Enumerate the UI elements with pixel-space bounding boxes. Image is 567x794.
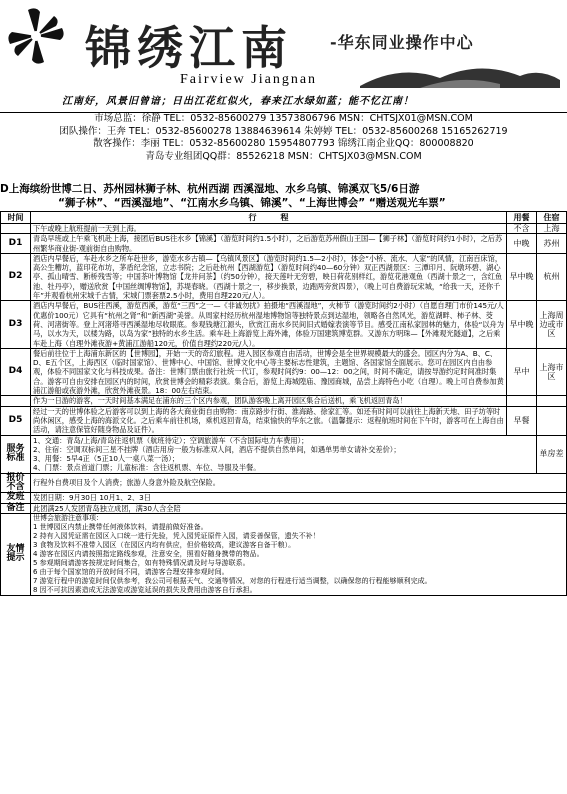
day-meals: 中晚: [507, 234, 537, 254]
brand-title: 锦绣江南: [85, 21, 293, 75]
service-line: 4、门票：景点首道门票；儿童标准：含往返机票、车位、导服及半餐。: [33, 463, 261, 473]
day-label: D1: [1, 234, 31, 254]
header-time: 时间: [1, 212, 31, 224]
table-row-price: [1, 473, 567, 493]
service-line: 1、交通：青岛/上海/青岛往返机票（航班待定）；空调旅游车（不含国际电力车费用）；: [33, 435, 309, 445]
header-banner: [0, 0, 567, 112]
table-row: [1, 348, 567, 395]
header-meals: 用餐: [507, 212, 537, 224]
remark-label: 备注: [1, 503, 31, 513]
day-itinerary: 餐后前往位于上海浦东新区的【世博园】，开始一天的奇幻旅程。进入园区参观自由活动，世博会是全世界规模最大的盛会。园区内分为A、B、C、D、E五个区，上海西区（临时国家馆）、世博中心、中国馆、世博文化中心等主要标志性建筑，主题馆、各国家馆全面展示。您可在园区内自由参观，体验不同国家文化与科技成果。备注：世博门票由旅行社统一代订，参观时间约9：00—12：00之间，时间不确定，请按导游约定时间准时集合。游客可自由安排在园区内的时间，欣赏世博会的精彩表演。集合后，游览上海城隍庙、豫园商城，品尝上海特色小吃（自理）。晚上可自费参加黄浦江游船或夜游外滩，欣赏外滩夜景。18：00左右结束。: [31, 348, 507, 395]
pre-meals: 不含: [507, 224, 537, 234]
day-label: [1, 396, 31, 406]
tips-line: 世博会旅游注意事项：: [33, 513, 103, 522]
price-text: 行程外自费项目及个人消费；旅游人身意外险及航空保险。: [31, 473, 567, 493]
contact-line: 市场总监：徐静 TEL：0532-85600279 13573806796 MSN：CHTSJX01@MSN.COM: [94, 113, 473, 124]
day-stay: 杭州: [537, 253, 567, 300]
contact-line: 青岛专业组团QQ群：85526218 MSN：CHTSJX03@MSN.COM: [145, 150, 422, 162]
tips-line: 6 由于每个国家馆的开放时间不同，请游客合理安排参观时间。: [33, 567, 229, 576]
service-content: [31, 435, 537, 473]
contact-line: 团队操作：王奔 TEL：0532-85600278 13884639614 朱婷婷 TEL：0532-85600268 15165262719: [59, 125, 508, 137]
day-meals: 早餐: [507, 406, 537, 435]
table-row-service: [1, 435, 567, 473]
tips-line: 1 世博园区内禁止携带任何液体饮料，请提前做好准备。: [33, 522, 208, 531]
price-label: 报价不含: [1, 473, 31, 493]
tips-label: 友情提示: [1, 513, 31, 595]
route-title-bar: [0, 182, 567, 210]
table-row-remark: [1, 503, 567, 513]
slogan: 江南好，风景旧曾谙；日出江花红似火，春来江水绿如蓝；能不忆江南！: [62, 96, 414, 107]
remark-text: 此团满25人发团青岛独立成团，满30人含全陪: [31, 503, 567, 513]
pre-arrival-text: 下午或晚上航班提前一天到上海。: [31, 224, 507, 234]
day-itinerary: 酒店内早餐后，BUS往西溪，游览西溪，游览“三西”之一—《非诚勿扰》拍摄地“西溪湿地”，火柿节（游览时间约2小时）（自愿自理门市价145元/人 优惠价100元）它具有“杭州之肾”和“新西湖”美誉。从周家村经历杭州湿地博物馆等独特景点到达湿地，领略各自然风光，游览湖畔、柿子林、茭荷、河渚街等。登上河渚塔寻西溪湿地尽收眼底。参观钱塘江源头，欣赏江南水乡民间旧式婚嫁表演等节目。感受江南私家园林的魅力，体验“以舟为马，以水为天，以楼为路，以岛为家”独特的水乡生活。乘车赴上海游览上海外滩，体验万国建筑博览群。又游东方明珠—【外滩观光隧道】，之后乘车赴上海（自理外滩夜游+黄浦江游船120元，价值自理约220元/人）。: [31, 301, 507, 348]
day-itinerary: 青岛早班或上午乘飞机赴上海，接团后BUS往水乡【锦溪】（游览时间约1.5小时），之后游览苏州假山王国—【狮子林】（游览时间约1小时），之后苏州繁华商业街-观前街自由购物。: [31, 234, 507, 254]
day-meals: [507, 396, 537, 406]
day-stay: [537, 396, 567, 406]
table-row-tips: [1, 513, 567, 595]
day-stay: 上海市区: [537, 348, 567, 395]
header-stay: 住宿: [537, 212, 567, 224]
day-itinerary: 经过一天的世博体验之后游客可以到上海的各大商业街自由购物：南京路步行街、淮海路、徐家汇等。如还有时间可以前往上海新天地、田子坊等时尚休闲区，感受上海的海派文化。之后乘车前往机场，乘机返回青岛，结束愉快的华东之旅。（温馨提示：返程航班时间在下午时，游客可在上海自由活动，请注意保管好随身物品及证件）。: [31, 406, 507, 435]
table-header-row: [1, 212, 567, 224]
tips-line: 2 持有入园凭证需在园区入口统一进行先验，凭入园凭证原件入园，请妥善保管，遗失不补！: [33, 531, 320, 540]
brand-english: Fairview Jiangnan: [180, 72, 318, 87]
table-row: [1, 253, 567, 300]
departure-label: 发班: [1, 493, 31, 503]
day-label: D2: [1, 253, 31, 300]
table-row: [1, 234, 567, 254]
table-row: [1, 224, 567, 234]
route-highlights: “狮子林”、“西溪湿地”、“江南水乡乌镇、锦溪”、“上海世博会” “赠送观光车票”: [58, 197, 446, 209]
tips-line: 4 游客在园区内请按照指定路线参观，注意安全，照看好随身携带的物品。: [33, 549, 264, 558]
day-meals: 早中: [507, 348, 537, 395]
table-row: [1, 406, 567, 435]
route-title: D上海缤纷世博二日、苏州园林狮子林、杭州西湖 西溪湿地、水乡乌镇、锦溪双飞5/6日游: [0, 183, 420, 195]
day-meals: 早中晚: [507, 301, 537, 348]
table-row: [1, 396, 567, 406]
service-line: 2、住宿：空调双标间三星不挂牌（酒店用房一般为标准双人间，酒店不提供自然单间，如遇单男单女请补交差价）；: [33, 444, 401, 454]
day-itinerary: 作为一日游的游客，一天时间基本满足在浦东的三个区内参观，团队游客晚上离开园区集合后送机，乘飞机返回青岛！: [31, 396, 507, 406]
day-stay: 上海周边或市区: [537, 301, 567, 348]
flower-logo-icon: [6, 6, 66, 66]
landscape-illustration: [360, 58, 560, 88]
day-stay: [537, 406, 567, 435]
tips-line: 3 食物及饮料不准带入园区（在园区内均有供应，但价格较高，建议游客自备干粮）。: [33, 540, 296, 549]
day-itinerary: 酒店内早餐后，车赴水乡之所车赴世乡，游览水乡古镇—【乌镇风景区】（游览时间约1.5—2小时），体会“小桥、流水、人家”的风情，江南百床馆，高公生糟坊，蓝印花布坊，茅盾纪念馆，立志书院；之后赴杭州【西湖游览】（游览时间约40—60分钟）双正西湖景区：三潭印月、阮墩环碧、湖心亭、孤山晴雪、断桥残雪等；中国茶叶博物馆【龙井问茶】（约50分钟），接天莲叶无穷碧，映日荷花别样红，游览花港观鱼（西湖十景之一，含红鱼池、牡丹亭），赠送欣赏【中国丝绸博物馆】，苏堤春晓。（西湖十景之一，移步换景，边跑两旁赏四景），（晚上可自费游玩宋城，“给我一天，还你千年”并观看杭州宋城千古情，宋城门票套票2.5小时，费用自理220元/人）。: [31, 253, 507, 300]
day-label: D5: [1, 406, 31, 435]
departure-text: 发团日期：9月30日 10月1、2、3日: [31, 493, 567, 503]
pre-stay: 上海: [537, 224, 567, 234]
service-label: 服务标准: [1, 435, 31, 473]
tips-line: 7 游览行程中的游览时间仅供参考，我公司可根据天气、交通等情况，对您的行程进行适当调整，以确保您的行程能够顺利完成。: [33, 576, 432, 585]
day-meals: 早中晚: [507, 253, 537, 300]
tips-line: 8 因不可抗因素造成无法游览或游览延误的损失及费用由游客自行承担。: [33, 585, 257, 594]
contact-line: 散客操作：李丽 TEL：0532-85600280 15954807793 锦绣江南企业QQ：800008820: [93, 138, 474, 149]
itinerary-table: [0, 211, 567, 596]
brand-subtitle: -华东同业操作中心: [330, 33, 474, 52]
day-stay: 苏州: [537, 234, 567, 254]
table-row-departure: [1, 493, 567, 503]
contact-block: [0, 112, 567, 189]
day-label: D3: [1, 301, 31, 348]
header-itinerary: 行 程: [31, 212, 507, 224]
tips-content: [31, 513, 567, 595]
day-label: D4: [1, 348, 31, 395]
table-row: [1, 301, 567, 348]
tips-line: 5 参观期间请游客按规定时间集合，如有特殊情况请及时与导游联系。: [33, 558, 250, 567]
service-note: 单房差: [537, 435, 567, 473]
service-line: 3、用餐：5早4正（5正10人一桌八菜一汤）；: [33, 454, 180, 464]
